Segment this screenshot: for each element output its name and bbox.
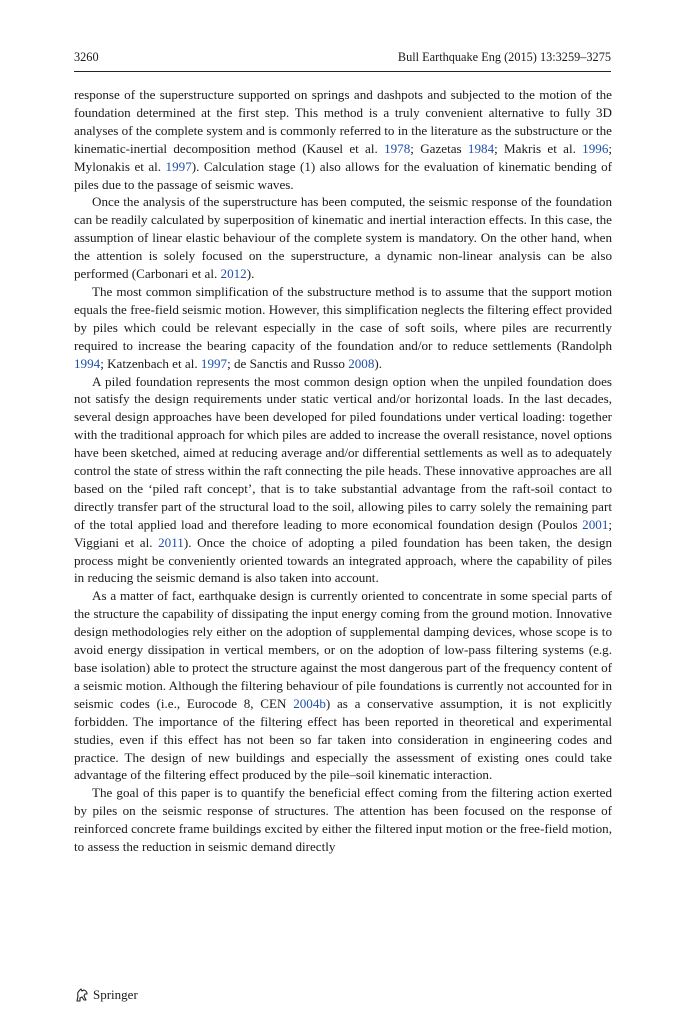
text-run: The most common simplification of the substructure method is to assume that the support motion equals the free-field seismic motion. However, this simplification neglects the filtering effect provided by piles which could be relevant especially in the case of soft soils, where piles are recurrently required to increase the bearing capacity of the foundation and/or to reduce settlements (Randolph xyxy=(74,283,612,353)
citation-link[interactable]: 2001 xyxy=(582,516,609,532)
text-run: ; Makris et al. xyxy=(494,140,583,156)
citation-link[interactable]: 2008 xyxy=(348,355,375,371)
citation-link[interactable]: 1994 xyxy=(74,355,101,371)
citation-link[interactable]: 1997 xyxy=(200,355,228,371)
citation-link[interactable]: 1984 xyxy=(467,140,495,156)
text-run: ; Gazetas xyxy=(410,140,468,156)
springer-horse-icon xyxy=(74,987,90,1003)
journal-citation: Bull Earthquake Eng (2015) 13:3259–3275 xyxy=(397,50,611,64)
paragraph xyxy=(74,86,612,193)
paragraph xyxy=(74,193,612,283)
text-run: ). Calculation stage (1) also allows for the evaluation of kinematic bending of piles due to the passage of seismic waves. xyxy=(74,158,612,192)
text-run: ). xyxy=(374,355,383,371)
text-run: Once the analysis of the superstructure has been computed, the seismic response of the foundation can be readily calculated by superposition of kinematic and inertial interaction effects. In this case, the assumption of linear elastic behaviour of the complete system is mandatory. On the other hand, when the attention is solely focused on the superstructure, a dynamic non-linear analysis can be also performed (Carbonari et al. xyxy=(74,194,612,282)
text-run: ). Once the choice of adopting a piled foundation has been taken, the design process might be conveniently oriented towards an integrated approach, where the capability of piles in reducing the seismic demand is also taken into account. xyxy=(74,534,612,586)
header-rule xyxy=(74,71,611,72)
text-run: A piled foundation represents the most common design option when the unpiled foundation does not satisfy the design requirements under static vertical and/or horizontal loads. In the last decades, several design approaches have been developed for piled foundations under vertical loading: together with the traditional approach for which piles are added to increase the overall resistance, novel options have been sketched, aimed at reducing average and/or differential settlements as well as to adequately control the state of stress within the raft connecting the pile heads. These innovative approaches are all based on the ‘piled raft concept’, that is to take substantial advantage from the raft-soil contact to directly transfer part of the structural load to the soil, allowing piles to carry solely the remaining part of the total applied load and therefore leading to more economical foundation design (Poulos xyxy=(74,373,612,532)
citation-link[interactable]: 1978 xyxy=(384,140,411,156)
text-run: ; de Sanctis and Russo xyxy=(227,355,349,371)
text-run: ; Viggiani et al. xyxy=(74,516,612,550)
paragraph xyxy=(74,784,612,856)
text-run: As a matter of fact, earthquake design is currently oriented to concentrate in some special parts of the structure the capability of dissipating the input energy coming from the ground motion. Innovative design methodologies rely either on the adoption of supplemental damping devices, whose scope is to avoid energy dissipation in vertical members, or on the adoption of low-pass filtering systems (e.g. base isolation) able to protect the structure against the most dangerous part of the frequency content of a seismic motion. Although the filtering behaviour of pile foundations is currently not accounted for in seismic codes (i.e., Eurocode 8, CEN xyxy=(74,588,612,711)
citation-link[interactable]: 2004b xyxy=(293,695,326,711)
citation-link[interactable]: 1997 xyxy=(165,158,192,174)
paragraph xyxy=(74,373,612,588)
text-run: The goal of this paper is to quantify the beneficial effect coming from the filtering action exerted by piles on the seismic response of structures. The attention has been focused on the response of reinforced concrete frame buildings excited by either the filtered input motion or the free-field motion, to assess the reduction in seismic demand directly xyxy=(74,785,612,855)
publisher-footer xyxy=(74,985,138,1005)
citation-link[interactable]: 2011 xyxy=(158,534,184,550)
citation-link[interactable]: 1996 xyxy=(582,140,609,156)
body-text xyxy=(74,86,612,856)
paragraph xyxy=(74,283,612,373)
text-run: ; Mylonakis et al. xyxy=(74,140,612,174)
text-run: ; Katzenbach et al. xyxy=(100,355,201,371)
text-run: response of the superstructure supported on springs and dashpots and subjected to the motion of the foundation determined at the first step. This method is a truly convenient alternative to fully 3D analyses of the complete system and is commonly referred to in the literature as the substructure or the kinematic-inertial decomposition method (Kausel et al. xyxy=(74,87,612,156)
publisher-name: Springer xyxy=(93,987,138,1002)
running-header xyxy=(74,48,611,68)
page-number: 3260 xyxy=(74,50,99,64)
citation-link[interactable]: 2012 xyxy=(220,266,247,282)
paragraph xyxy=(74,587,612,784)
text-run: ) as a conservative assumption, it is not explicitly forbidden. The importance of the filtering effect has been reported in theoretical and experimental studies, even if this effect has not been so far taken into consideration in engineering codes and practice. The design of new buildings and especially the assessment of existing ones could take advantage of the filtering effect produced by the pile–soil kinematic interaction. xyxy=(74,695,612,783)
text-run: ). xyxy=(246,266,255,282)
